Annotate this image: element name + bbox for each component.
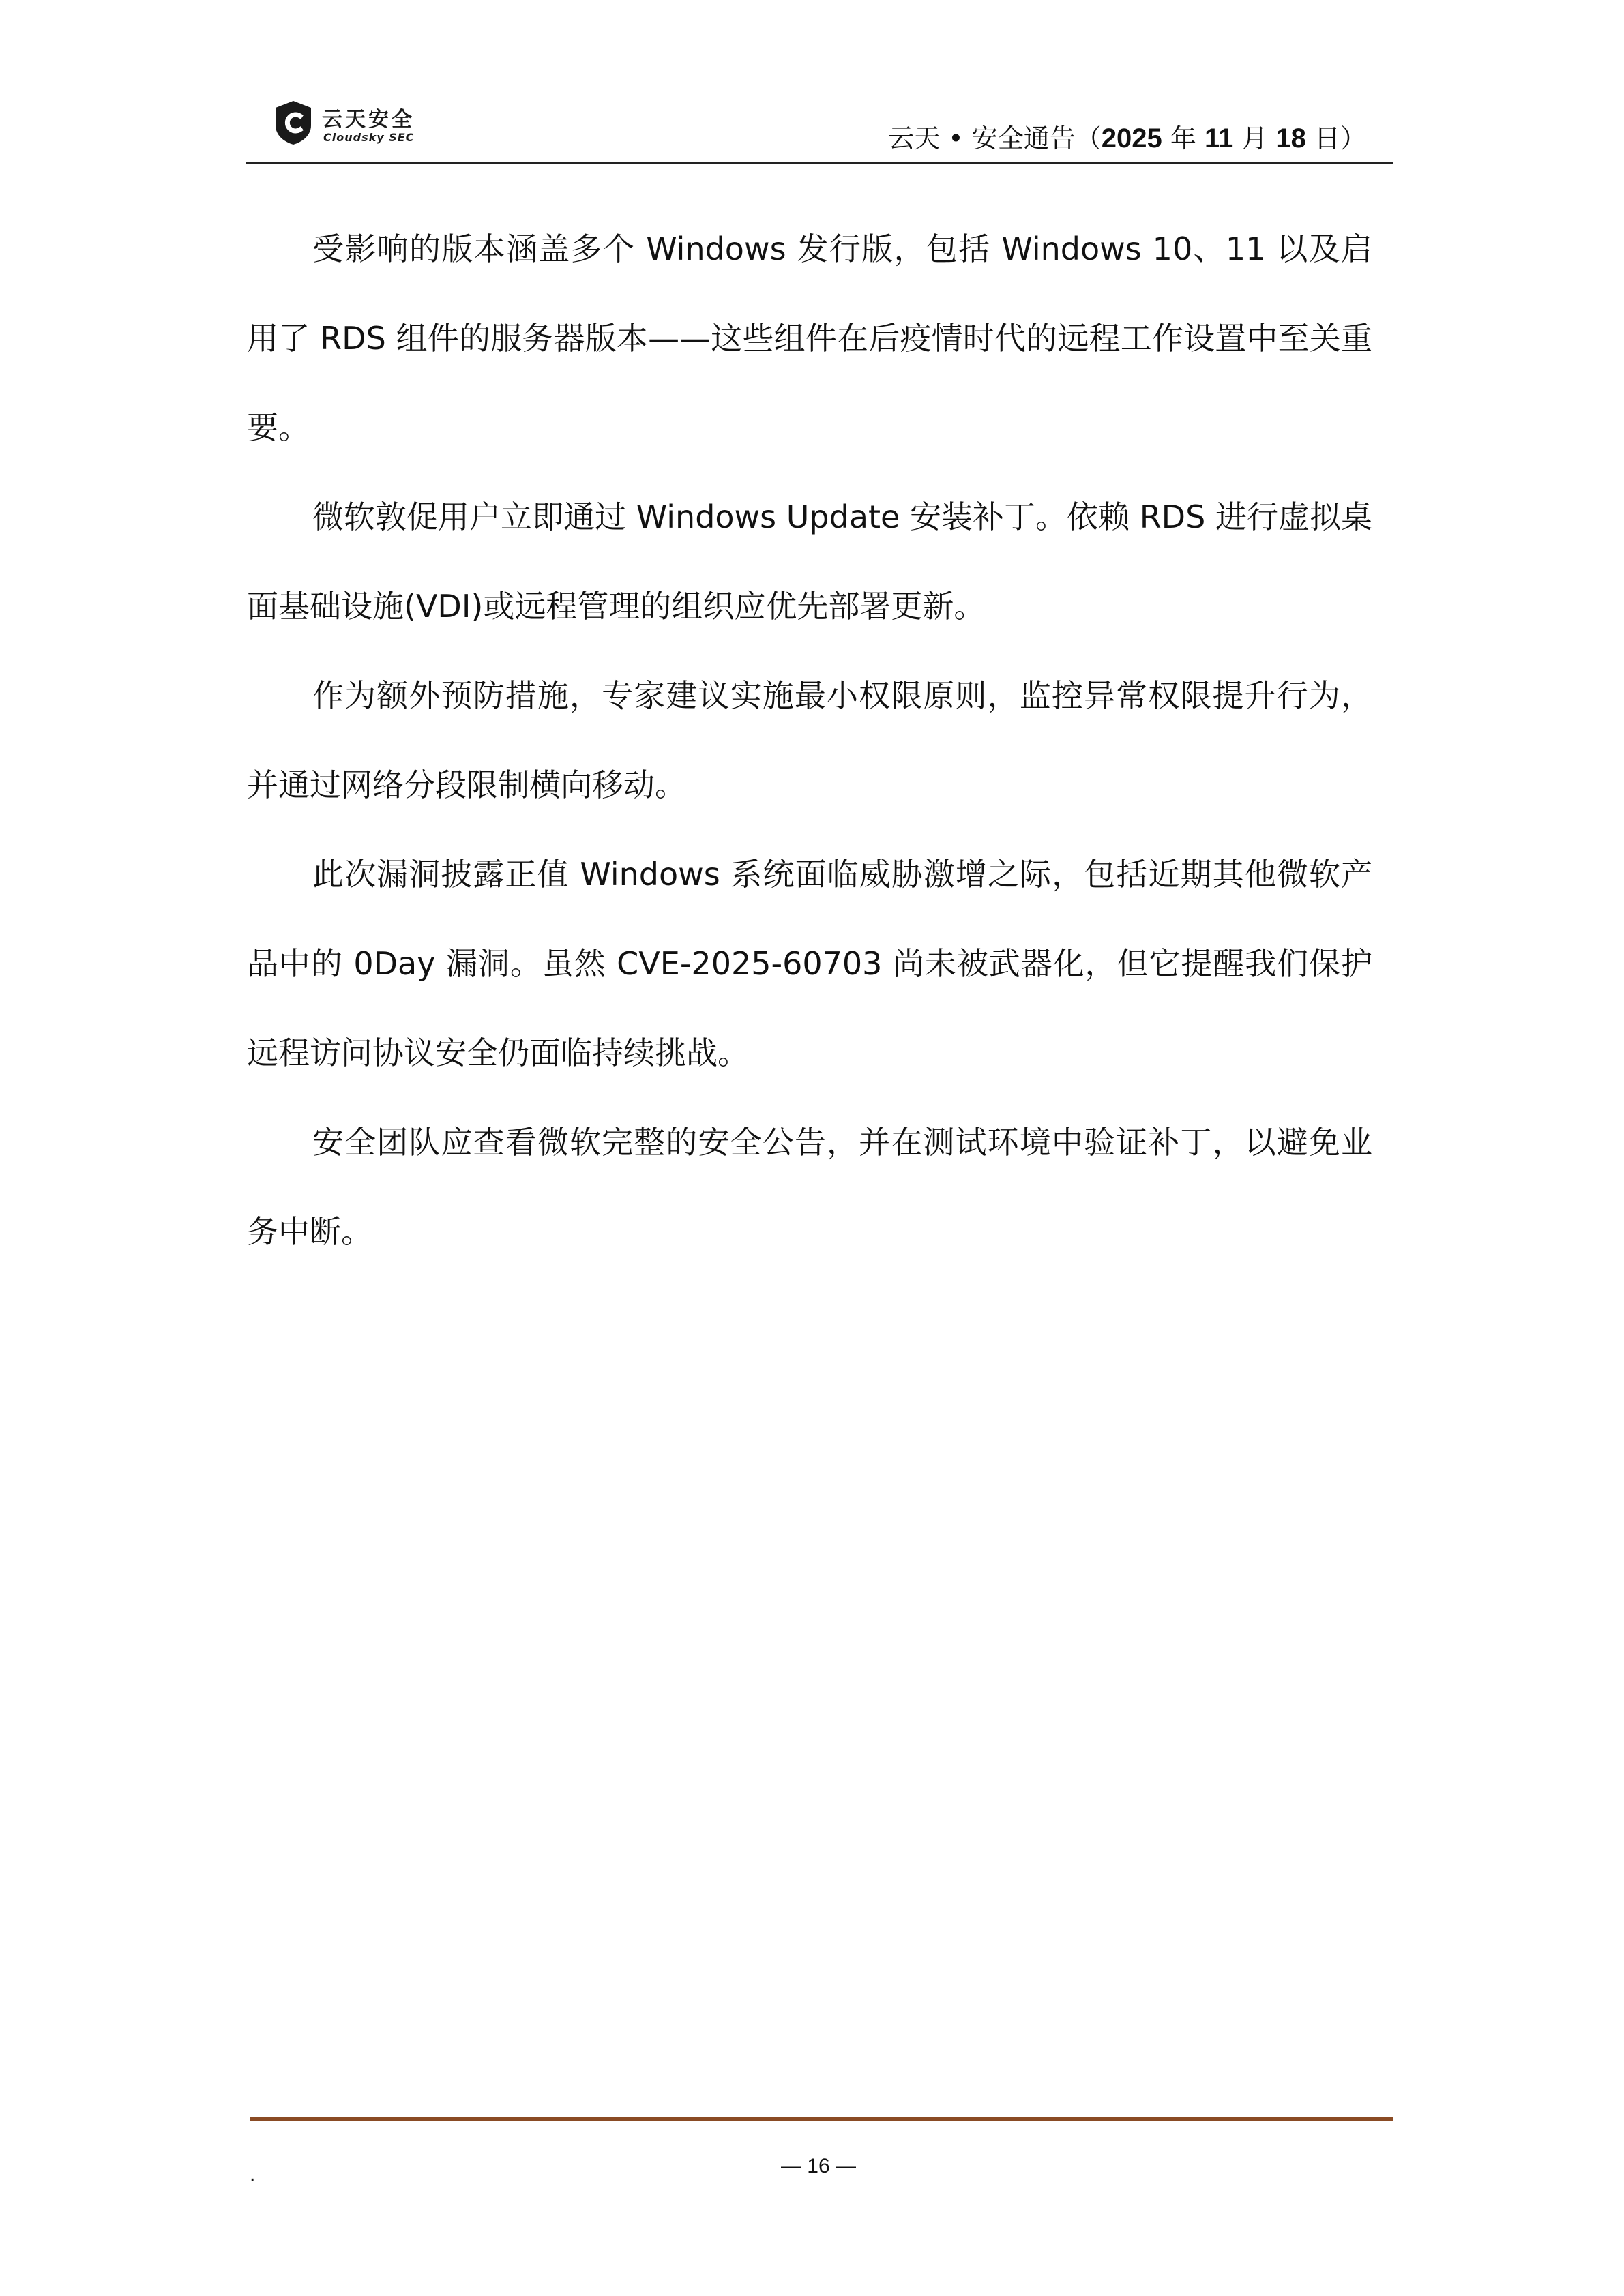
logo-subtitle: Cloudsky SEC <box>323 131 415 144</box>
header-divider <box>246 162 1393 164</box>
logo-name: 云天安全 <box>322 108 415 132</box>
title-day-unit: 日） <box>1305 123 1366 153</box>
title-day: 18 <box>1275 123 1306 153</box>
page-header <box>246 95 1393 164</box>
paragraph-install-patch: 微软敦促用户立即通过 Windows Update 安装补丁。依赖 RDS 进行虚拟桌面基础设施(VDI)或远程管理的组织应优先部署更新。 <box>247 498 1372 625</box>
shield-logo-icon <box>273 100 314 146</box>
title-prefix: 云天 • 安全通告（ <box>888 123 1102 153</box>
company-logo <box>273 100 450 154</box>
title-year-unit: 年 <box>1162 123 1205 153</box>
footer-dot: . <box>250 2163 256 2186</box>
paragraph-precautions: 作为额外预防措施，专家建议实施最小权限原则，监控异常权限提升行为，并通过网络分段限制横向移动。 <box>247 677 1372 803</box>
title-month: 11 <box>1204 123 1234 153</box>
page-number: — 16 — <box>780 2155 857 2177</box>
footer-divider <box>250 2117 1393 2121</box>
paragraph-security-team-advice: 安全团队应查看微软完整的安全公告，并在测试环境中验证补丁，以避免业务中断。 <box>247 1124 1372 1250</box>
title-year: 2025 <box>1101 123 1162 153</box>
paragraph-threat-context: 此次漏洞披露正值 Windows 系统面临威胁激增之际，包括近期其他微软产品中的 0Day 漏洞。虽然 CVE-2025-60703 尚未被武器化，但它提醒我们保护远程访问协议安全仍面临持续挑战。 <box>247 856 1372 1071</box>
bulletin-title <box>888 117 1366 155</box>
title-month-unit: 月 <box>1233 123 1276 153</box>
paragraph-affected-versions: 受影响的版本涵盖多个 Windows 发行版，包括 Windows 10、11 以及启用了 RDS 组件的服务器版本——这些组件在后疫情时代的远程工作设置中至关重要。 <box>247 230 1372 446</box>
document-body <box>247 205 1372 1277</box>
